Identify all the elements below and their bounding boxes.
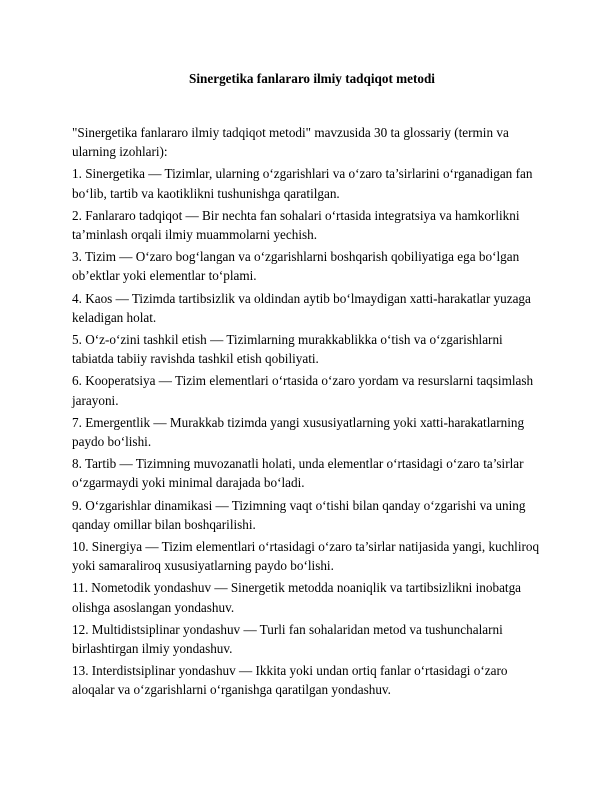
intro-paragraph: "Sinergetika fanlararo ilmiy tadqiqot metodi" mavzusida 30 ta glossariy (termin va ularning izohlari): xyxy=(72,125,509,160)
glossary-entry: 5. O‘z-o‘zini tashkil etish — Tizimlarning murakkablikka o‘tish va o‘zgarishlarni tabiatda tabiiy ravishda tashkil etish qobiliyati. xyxy=(72,332,503,367)
glossary-entry: 10. Sinergiya — Tizim elementlari o‘rtasidagi o‘zaro ta’sirlar natijasida yangi, kuchliroq yoki samaraliroq xususiyatlarning paydo bo‘lishi. xyxy=(72,539,540,574)
glossary-entry: 7. Emergentlik — Murakkab tizimda yangi xususiyatlarning yoki xatti-harakatlarning paydo bo‘lishi. xyxy=(72,414,525,450)
glossary-entry: 4. Kaos — Tizimda tartibsizlik va oldindan aytib bo‘lmaydigan xatti-harakatlar yuzaga keladigan holat. xyxy=(72,290,531,325)
glossary-entry: 6. Kooperatsiya — Tizim elementlari o‘rtasida o‘zaro yordam va resurslarni taqsimlash jarayoni. xyxy=(72,373,534,408)
glossary-entry: 11. Nometodik yondashuv — Sinergetik metodda noaniqlik va tartibsizlikni inobatga olishga asoslangan yondashuv. xyxy=(72,580,522,615)
glossary-entry: 9. O‘zgarishlar dinamikasi — Tizimning vaqt o‘tishi bilan qanday o‘zgarishi va uning qanday omillar bilan boshqarilishi. xyxy=(72,497,526,532)
glossary-entry: 12. Multidistsiplinar yondashuv — Turli fan sohalaridan metod va tushunchalarni birlashtirgan ilmiy yondashuv. xyxy=(72,621,503,657)
glossary-entry: 3. Tizim — O‘zaro bog‘langan va o‘zgarishlarni boshqarish qobiliyatiga ega bo‘lgan ob’ektlar yoki elementlar to‘plami. xyxy=(72,249,520,284)
glossary-entry: 8. Tartib — Tizimning muvozanatli holati, unda elementlar o‘rtasidagi o‘zaro ta’sirlar o‘zgarmaydi yoki minimal darajada bo‘ladi. xyxy=(72,456,524,491)
glossary-entry: 13. Interdistsiplinar yondashuv — Ikkita yoki undan ortiq fanlar o‘rtasidagi o‘zaro aloqalar va o‘zgarishlarni o‘rganishga qaratilgan yondashuv. xyxy=(72,663,508,698)
glossary-entry: 1. Sinergetika — Tizimlar, ularning o‘zgarishlari va o‘zaro ta’sirlarini o‘rganadigan fan bo‘lib, tartib va kaotiklikni tushunishga qaratilgan. xyxy=(72,166,533,201)
document-title: Sinergetika fanlararo ilmiy tadqiqot metodi xyxy=(189,71,435,86)
document-body xyxy=(72,123,542,703)
glossary-entry: 2. Fanlararo tadqiqot — Bir nechta fan sohalari o‘rtasida integratsiya va hamkorlikni ta’minlash orqali ilmiy muammolarni yechish. xyxy=(72,207,520,243)
